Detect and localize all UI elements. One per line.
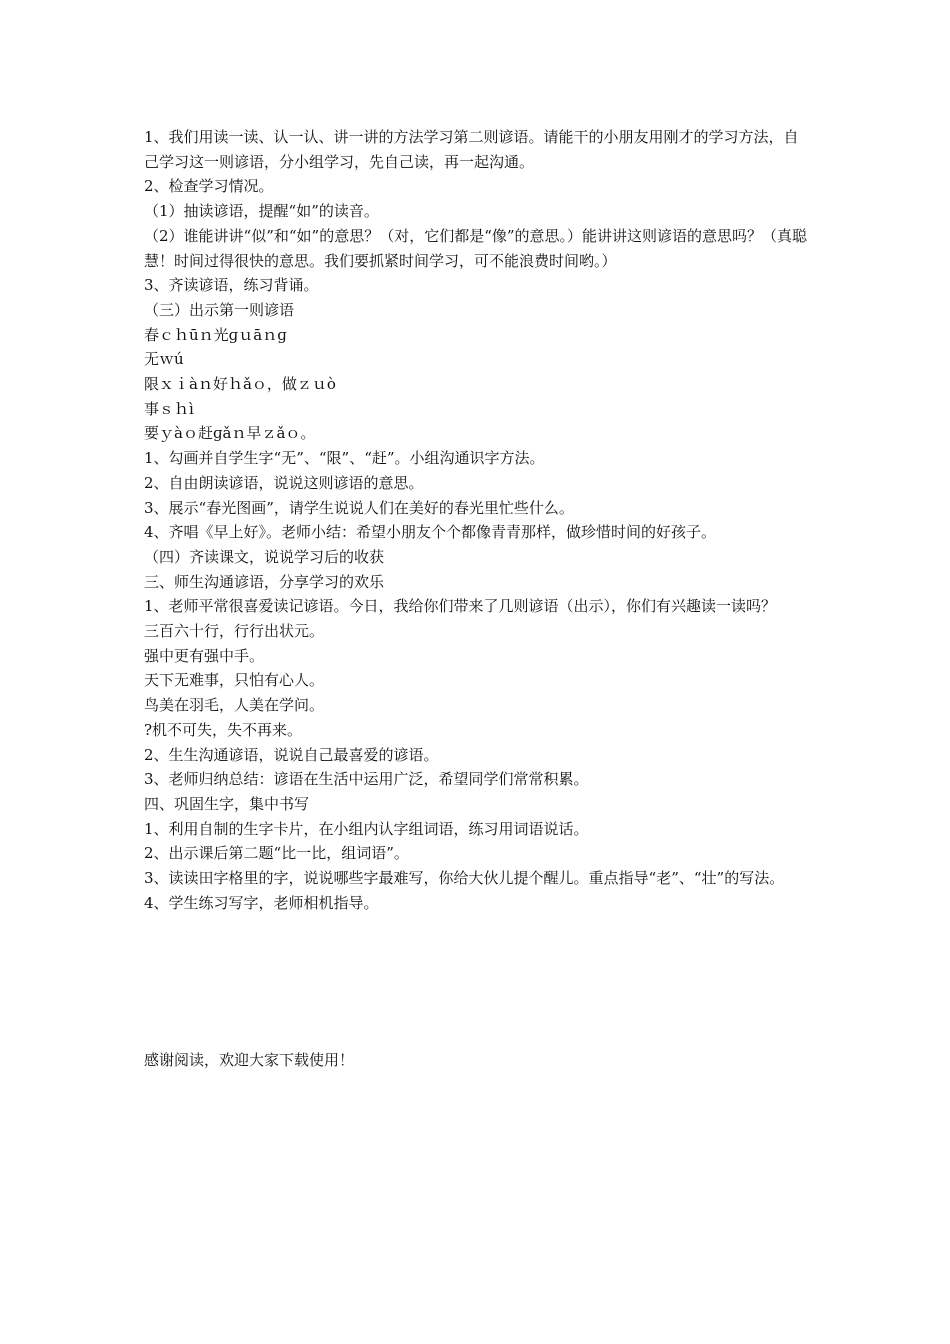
document-body xyxy=(144,125,812,916)
closing-note: 感谢阅读，欢迎大家下载使用！ xyxy=(144,1051,355,1069)
paragraph: 2、自由朗读谚语，说说这则谚语的意思。 xyxy=(144,473,424,492)
section-heading: 三、师生沟通谚语，分享学习的欢乐 xyxy=(144,572,385,591)
paragraph: 1、我们用读一读、认一认、讲一讲的方法学习第二则谚语。请能干的小朋友用刚才的学习方法，自己学习这一则谚语，分小组学习，先自己读，再一起沟通。 xyxy=(144,128,799,171)
proverb-line: 事ｓｈì xyxy=(144,399,194,418)
paragraph: 3、读读田字格里的字，说说哪些字最难写，你给大伙儿提个醒儿。重点指导“老”、“壮”的写法。 xyxy=(144,869,785,888)
proverb-line: 无ｗú xyxy=(144,350,184,369)
section-heading: （三）出示第一则谚语 xyxy=(144,300,295,319)
paragraph: （2）谁能讲讲“似”和“如”的意思？（对，它们都是“像”的意思。）能讲讲这则谚语的意思吗？（真聪慧！时间过得很快的意思。我们要抓紧时间学习，可不能浪费时间哟。） xyxy=(144,226,808,270)
paragraph: 3、老师归纳总结：谚语在生活中运用广泛，希望同学们常常积累。 xyxy=(144,770,589,789)
paragraph: 2、出示课后第二题“比一比，组词语”。 xyxy=(144,844,409,863)
proverb-line: 三百六十行，行行出状元。 xyxy=(144,622,325,641)
paragraph: 1、利用自制的生字卡片，在小组内认字组词语，练习用词语说话。 xyxy=(144,819,589,838)
paragraph: 1、老师平常很喜爱读记谚语。今日，我给你们带来了几则谚语（出示），你们有兴趣读一读吗？ xyxy=(144,597,777,616)
paragraph: 3、齐读谚语，练习背诵。 xyxy=(144,276,319,295)
proverb-line: 强中更有强中手。 xyxy=(144,646,265,665)
proverb-line: 要ｙàｏ赶ɡǎｎ早ｚǎｏ。 xyxy=(144,424,316,443)
paragraph: 2、生生沟通谚语，说说自己最喜爱的谚语。 xyxy=(144,745,439,764)
proverb-line: 天下无难事，只怕有心人。 xyxy=(144,671,325,690)
section-heading: （四）齐读课文，说说学习后的收获 xyxy=(144,547,385,566)
paragraph: 3、展示“春光图画”，请学生说说人们在美好的春光里忙些什么。 xyxy=(144,498,574,517)
paragraph: （1）抽读谚语，提醒“如”的读音。 xyxy=(144,202,379,221)
proverb-line: 春ｃｈūｎ光ɡｕāｎɡ xyxy=(144,325,287,344)
paragraph: 4、齐唱《早上好》。老师小结：希望小朋友个个都像青青那样，做珍惜时间的好孩子。 xyxy=(144,523,717,542)
proverb-line: 限ｘｉàｎ好ｈǎｏ，做ｚｕò xyxy=(144,375,336,394)
proverb-line: 鸟美在羽毛，人美在学问。 xyxy=(144,696,325,715)
section-heading: 四、巩固生字，集中书写 xyxy=(144,794,310,813)
paragraph: 2、检查学习情况。 xyxy=(144,177,274,196)
proverb-line: ?机不可失，失不再来。 xyxy=(144,720,303,739)
paragraph: 4、学生练习写字，老师相机指导。 xyxy=(144,893,379,912)
paragraph: 1、勾画并自学生字“无”、“限”、“赶”。小组沟通识字方法。 xyxy=(144,449,545,468)
